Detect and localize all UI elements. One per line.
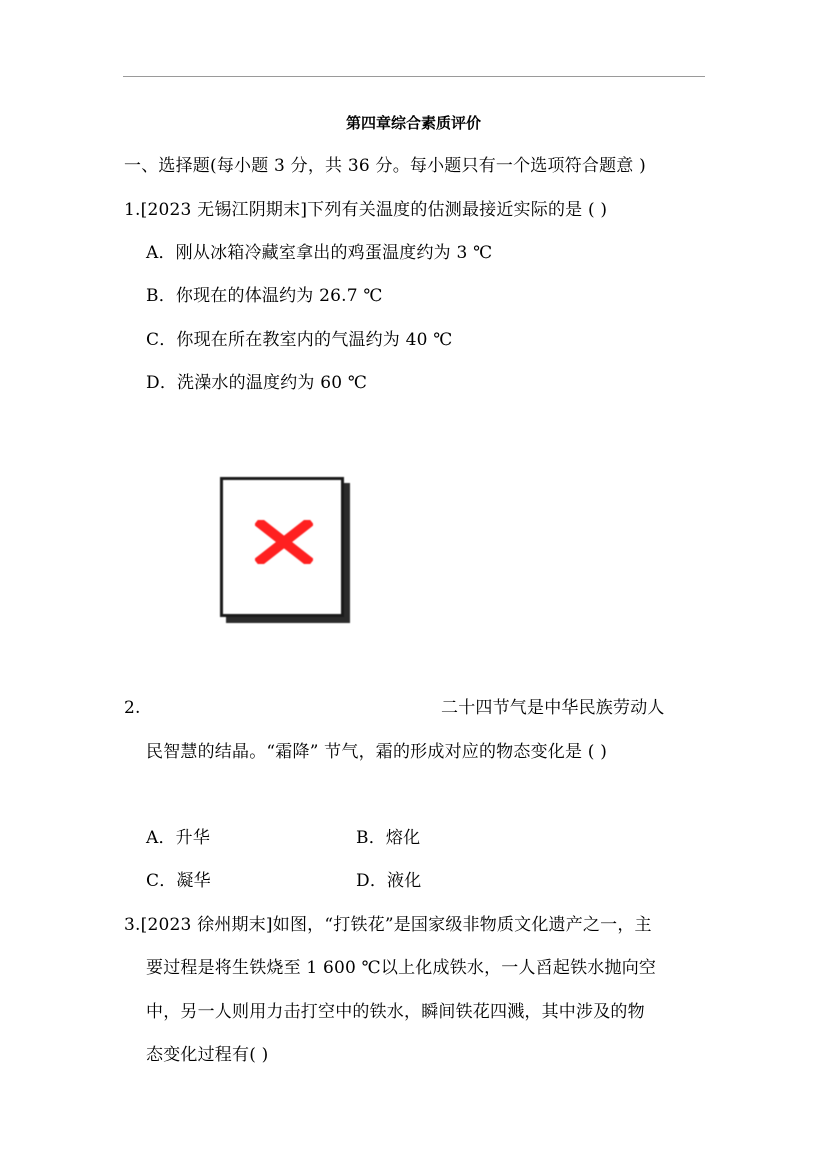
question-1-stem: 1.[2023 无锡江阴期末]下列有关温度的估测最接近实际的是 ( ) [124, 200, 608, 220]
question-3-stem-line-4: 态变化过程有( ) [146, 1045, 269, 1065]
question-2-option-c: C．凝华 [146, 871, 211, 891]
broken-image-placeholder [220, 477, 344, 617]
question-1-option-a: A．刚从冰箱冷藏室拿出的鸡蛋温度约为 3 ℃ [146, 243, 493, 263]
question-3-stem-line-1: 3.[2023 徐州期末]如图，“打铁花”是国家级非物质文化遗产之一，主 [124, 915, 652, 935]
header-rule [123, 76, 705, 77]
broken-image-red-x-icon [255, 520, 313, 564]
question-2-option-a: A．升华 [146, 828, 211, 848]
question-2-number: 2. [124, 698, 141, 718]
question-1-option-c: C．你现在所在教室内的气温约为 40 ℃ [146, 330, 453, 350]
section-header: 一、选择题(每小题 3 分，共 36 分。每小题只有一个选项符合题意 ) [124, 156, 646, 176]
question-2-stem-line-1: 二十四节气是中华民族劳动人 [441, 698, 665, 718]
question-1-option-d: D．洗澡水的温度约为 60 ℃ [146, 373, 368, 393]
question-2-stem-line-2: 民智慧的结晶。“霜降” 节气，霜的形成对应的物态变化是 ( ) [146, 742, 608, 762]
question-3-stem-line-3: 中，另一人则用力击打空中的铁水，瞬间铁花四溅，其中涉及的物 [146, 1002, 645, 1022]
question-2-option-b: B．熔化 [356, 828, 421, 848]
question-1-option-b: B．你现在的体温约为 26.7 ℃ [146, 286, 383, 306]
question-2-option-d: D．液化 [356, 871, 422, 891]
question-3-stem-line-2: 要过程是将生铁烧至 1 600 ℃以上化成铁水，一人舀起铁水抛向空 [146, 958, 657, 978]
page-title: 第四章综合素质评价 [345, 114, 481, 132]
